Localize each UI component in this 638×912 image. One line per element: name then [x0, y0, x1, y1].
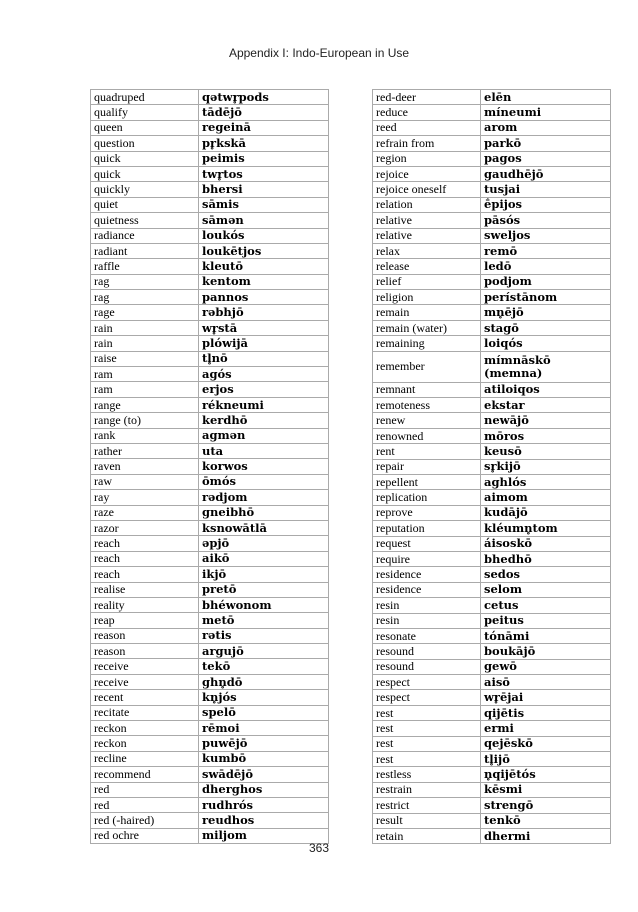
indo-european-term: miljom	[199, 828, 329, 843]
vocab-row	[91, 228, 329, 243]
indo-european-term: boukājō	[481, 644, 611, 659]
vocab-row	[373, 413, 611, 428]
vocab-row	[373, 521, 611, 536]
vocab-row	[373, 320, 611, 335]
english-term: quickly	[91, 182, 199, 197]
indo-european-term: keusō	[481, 444, 611, 459]
indo-european-term: kumbō	[199, 751, 329, 766]
indo-european-term: perístānom	[481, 290, 611, 305]
indo-european-term: sr̥kijō	[481, 459, 611, 474]
english-term: red (-haired)	[91, 813, 199, 828]
vocab-row	[373, 305, 611, 320]
indo-european-term: rékneumi	[199, 397, 329, 412]
vocab-row	[373, 644, 611, 659]
vocab-row	[373, 120, 611, 135]
indo-european-term: kn̥jós	[199, 690, 329, 705]
vocab-row	[373, 459, 611, 474]
indo-european-term: rēmoi	[199, 721, 329, 736]
indo-european-term: ḗpijos	[481, 197, 611, 212]
vocab-row	[373, 551, 611, 566]
vocab-row	[373, 767, 611, 782]
indo-european-term-line: mímnāskō	[484, 352, 551, 367]
vocab-row	[91, 551, 329, 566]
vocab-row	[373, 105, 611, 120]
indo-european-term: puwējō	[199, 736, 329, 751]
vocab-row	[91, 536, 329, 551]
english-term: radiant	[91, 243, 199, 258]
indo-european-term: mōros	[481, 428, 611, 443]
vocab-row	[373, 197, 611, 212]
indo-european-term: strengō	[481, 798, 611, 813]
vocab-row	[91, 197, 329, 212]
indo-european-term: sāmən	[199, 213, 329, 228]
english-term: residence	[373, 582, 481, 597]
vocab-row	[373, 675, 611, 690]
indo-european-term: metō	[199, 613, 329, 628]
english-term: rain	[91, 336, 199, 351]
indo-european-term: arom	[481, 120, 611, 135]
indo-european-term: qijētis	[481, 705, 611, 720]
english-term: replication	[373, 490, 481, 505]
vocab-row	[373, 398, 611, 413]
indo-european-term: loukētjos	[199, 243, 329, 258]
english-term: relation	[373, 197, 481, 212]
vocab-row	[91, 736, 329, 751]
indo-european-term: rudhrós	[199, 797, 329, 812]
english-term: rather	[91, 443, 199, 458]
vocab-row	[373, 290, 611, 305]
english-term: repair	[373, 459, 481, 474]
indo-european-term: bhedhō	[481, 551, 611, 566]
indo-european-term: gneibhō	[199, 505, 329, 520]
vocab-row	[373, 151, 611, 166]
english-term: raven	[91, 459, 199, 474]
indo-european-term: peitus	[481, 613, 611, 628]
indo-european-term: wr̥ējai	[481, 690, 611, 705]
english-term: resin	[373, 613, 481, 628]
indo-european-term: ermi	[481, 721, 611, 736]
english-term: reduce	[373, 105, 481, 120]
vocab-row	[91, 721, 329, 736]
indo-european-term: tenkō	[481, 813, 611, 828]
english-term: rejoice	[373, 166, 481, 181]
indo-european-term: ksnowātlā	[199, 520, 329, 535]
indo-european-term: wr̥stā	[199, 320, 329, 335]
vocab-row	[373, 382, 611, 397]
vocab-row	[373, 243, 611, 258]
english-term: rank	[91, 428, 199, 443]
indo-european-term: bhersi	[199, 182, 329, 197]
vocab-row	[91, 813, 329, 828]
english-term: radiance	[91, 228, 199, 243]
english-term: ray	[91, 490, 199, 505]
vocab-row	[91, 259, 329, 274]
indo-european-term: rədjom	[199, 490, 329, 505]
english-term: result	[373, 813, 481, 828]
indo-european-term: kléumn̥tom	[481, 521, 611, 536]
vocab-row	[91, 182, 329, 197]
indo-european-term: peimis	[199, 151, 329, 166]
vocab-row	[91, 644, 329, 659]
indo-european-term: kerdhō	[199, 413, 329, 428]
vocab-row	[91, 413, 329, 428]
indo-european-term: tusjai	[481, 182, 611, 197]
english-term: rag	[91, 290, 199, 305]
vocab-row	[91, 90, 329, 105]
english-term: repellent	[373, 474, 481, 489]
indo-european-term: tādējō	[199, 105, 329, 120]
vocab-row	[373, 444, 611, 459]
vocab-row	[373, 213, 611, 228]
vocab-row	[373, 90, 611, 105]
english-term: realise	[91, 582, 199, 597]
indo-european-term: sedos	[481, 567, 611, 582]
indo-european-term: mn̥ējō	[481, 305, 611, 320]
indo-european-term: newājō	[481, 413, 611, 428]
indo-european-term: kleutō	[199, 259, 329, 274]
vocab-row	[91, 705, 329, 720]
english-term: reason	[91, 644, 199, 659]
vocab-row	[91, 120, 329, 135]
vocab-row	[373, 490, 611, 505]
vocab-row	[91, 290, 329, 305]
indo-european-term: gaudhējō	[481, 166, 611, 181]
indo-european-term: stagō	[481, 320, 611, 335]
english-term: relative	[373, 213, 481, 228]
english-term: reach	[91, 567, 199, 582]
indo-european-term: n̥qijētós	[481, 767, 611, 782]
vocab-row	[373, 582, 611, 597]
english-term: question	[91, 136, 199, 151]
english-term: rest	[373, 752, 481, 767]
vocab-row	[373, 274, 611, 289]
indo-european-term: bhéwonom	[199, 597, 329, 612]
english-term: residence	[373, 567, 481, 582]
english-term: resin	[373, 598, 481, 613]
english-term: relax	[373, 243, 481, 258]
indo-european-term: pretō	[199, 582, 329, 597]
english-term: remember	[373, 351, 481, 382]
vocab-row	[91, 505, 329, 520]
english-term: reputation	[373, 521, 481, 536]
vocab-row	[91, 751, 329, 766]
english-term: receive	[91, 659, 199, 674]
indo-european-term: pagos	[481, 151, 611, 166]
vocab-row	[91, 367, 329, 382]
indo-european-term: spelō	[199, 705, 329, 720]
indo-european-term: reudhos	[199, 813, 329, 828]
vocab-row	[373, 505, 611, 520]
english-term: restless	[373, 767, 481, 782]
indo-european-term: ledō	[481, 259, 611, 274]
vocab-row	[373, 228, 611, 243]
indo-european-term: ekstar	[481, 398, 611, 413]
english-term: red ochre	[91, 828, 199, 843]
vocab-row	[91, 797, 329, 812]
vocab-row	[91, 690, 329, 705]
indo-european-term: gewō	[481, 659, 611, 674]
vocab-row	[373, 567, 611, 582]
english-term: restrict	[373, 798, 481, 813]
indo-european-term: rəbhjō	[199, 305, 329, 320]
english-term: restrain	[373, 782, 481, 797]
english-term: religion	[373, 290, 481, 305]
indo-european-term: selom	[481, 582, 611, 597]
indo-european-term: aghlós	[481, 474, 611, 489]
indo-european-term: sweljos	[481, 228, 611, 243]
vocab-row	[91, 782, 329, 797]
english-term: reach	[91, 536, 199, 551]
english-term: recitate	[91, 705, 199, 720]
vocabulary-table-right	[372, 89, 611, 844]
vocab-row	[373, 182, 611, 197]
vocab-row	[91, 274, 329, 289]
indo-european-term: dherghos	[199, 782, 329, 797]
vocab-row	[373, 721, 611, 736]
english-term: reap	[91, 613, 199, 628]
vocab-row	[373, 705, 611, 720]
indo-european-term: argujō	[199, 644, 329, 659]
indo-european-term: sāmis	[199, 197, 329, 212]
english-term: remnant	[373, 382, 481, 397]
vocabulary-table-left	[90, 89, 329, 844]
english-term: rejoice oneself	[373, 182, 481, 197]
english-term: red-deer	[373, 90, 481, 105]
vocab-row	[91, 151, 329, 166]
english-term: receive	[91, 674, 199, 689]
indo-european-term: agmən	[199, 428, 329, 443]
vocab-row	[91, 613, 329, 628]
vocab-row	[91, 382, 329, 397]
indo-european-term: twr̥tos	[199, 166, 329, 181]
indo-european-term: uta	[199, 443, 329, 458]
indo-european-term: plówijā	[199, 336, 329, 351]
indo-european-term: swādējō	[199, 767, 329, 782]
indo-european-term	[481, 351, 611, 382]
vocab-row	[373, 628, 611, 643]
running-header: Appendix I: Indo-European in Use	[228, 46, 410, 60]
indo-european-term: tónāmi	[481, 628, 611, 643]
vocab-row	[373, 351, 611, 382]
english-term: rest	[373, 705, 481, 720]
english-term: remain	[373, 305, 481, 320]
indo-european-term: pr̥kskā	[199, 136, 329, 151]
english-term: remain (water)	[373, 320, 481, 335]
english-term: range	[91, 397, 199, 412]
indo-european-term: kentom	[199, 274, 329, 289]
vocab-row	[91, 428, 329, 443]
vocab-row	[91, 474, 329, 489]
vocab-row	[91, 320, 329, 335]
vocab-row	[91, 136, 329, 151]
vocab-row	[373, 736, 611, 751]
vocab-row	[91, 397, 329, 412]
indo-european-term: agós	[199, 367, 329, 382]
indo-european-term: korwos	[199, 459, 329, 474]
english-term: raw	[91, 474, 199, 489]
english-term: ram	[91, 382, 199, 397]
indo-european-term: loukós	[199, 228, 329, 243]
indo-european-term: cetus	[481, 598, 611, 613]
english-term: quietness	[91, 213, 199, 228]
english-term: recommend	[91, 767, 199, 782]
english-term: region	[373, 151, 481, 166]
vocab-row	[373, 690, 611, 705]
english-term: reckon	[91, 721, 199, 736]
vocab-row	[373, 259, 611, 274]
english-term: relief	[373, 274, 481, 289]
vocab-row	[373, 752, 611, 767]
english-term: quick	[91, 151, 199, 166]
vocab-row	[373, 598, 611, 613]
vocab-row	[373, 613, 611, 628]
vocab-row	[91, 520, 329, 535]
english-term: resound	[373, 644, 481, 659]
indo-european-term: ghn̥dō	[199, 674, 329, 689]
indo-european-term: aisō	[481, 675, 611, 690]
english-term: respect	[373, 675, 481, 690]
english-term: queen	[91, 120, 199, 135]
vocab-row	[373, 782, 611, 797]
english-term: range (to)	[91, 413, 199, 428]
vocab-row	[91, 336, 329, 351]
indo-european-term: aikō	[199, 551, 329, 566]
vocab-row	[373, 166, 611, 181]
english-term: request	[373, 536, 481, 551]
vocab-row	[91, 166, 329, 181]
indo-european-term: remō	[481, 243, 611, 258]
indo-european-term: atiloiqos	[481, 382, 611, 397]
english-term: recline	[91, 751, 199, 766]
english-term: reprove	[373, 505, 481, 520]
vocab-row	[91, 567, 329, 582]
vocab-row	[91, 443, 329, 458]
english-term: rain	[91, 320, 199, 335]
english-term: retain	[373, 828, 481, 843]
vocab-row	[91, 213, 329, 228]
english-term: reckon	[91, 736, 199, 751]
vocab-row	[91, 674, 329, 689]
english-term: quadruped	[91, 90, 199, 105]
indo-european-term: áisoskō	[481, 536, 611, 551]
vocab-row	[91, 305, 329, 320]
english-term: razor	[91, 520, 199, 535]
indo-european-term: tekō	[199, 659, 329, 674]
english-term: recent	[91, 690, 199, 705]
vocab-row	[91, 351, 329, 366]
vocab-row	[91, 243, 329, 258]
vocab-row	[373, 536, 611, 551]
english-term: rest	[373, 721, 481, 736]
indo-european-term: qətwr̥pods	[199, 90, 329, 105]
english-term: refrain from	[373, 136, 481, 151]
english-term: quick	[91, 166, 199, 181]
english-term: red	[91, 782, 199, 797]
page-number: 363	[308, 841, 330, 855]
english-term: qualify	[91, 105, 199, 120]
indo-european-term: dhermi	[481, 828, 611, 843]
indo-european-term: qejēskō	[481, 736, 611, 751]
vocab-row	[91, 767, 329, 782]
indo-european-term: pannos	[199, 290, 329, 305]
vocab-row	[91, 597, 329, 612]
indo-european-term: tl̥nō	[199, 351, 329, 366]
indo-european-term: elēn	[481, 90, 611, 105]
english-term: remoteness	[373, 398, 481, 413]
indo-european-term: tl̥ijō	[481, 752, 611, 767]
english-term: rent	[373, 444, 481, 459]
indo-european-term: əpjō	[199, 536, 329, 551]
english-term: reality	[91, 597, 199, 612]
indo-european-term: pāsós	[481, 213, 611, 228]
vocab-row	[373, 659, 611, 674]
english-term: relative	[373, 228, 481, 243]
vocab-row	[91, 659, 329, 674]
vocab-row	[373, 136, 611, 151]
vocab-row	[91, 459, 329, 474]
vocab-row	[373, 798, 611, 813]
indo-european-term: regeinā	[199, 120, 329, 135]
vocab-row	[91, 582, 329, 597]
english-term: rage	[91, 305, 199, 320]
english-term: renowned	[373, 428, 481, 443]
vocab-row	[91, 105, 329, 120]
english-term: require	[373, 551, 481, 566]
english-term: renew	[373, 413, 481, 428]
english-term: remaining	[373, 336, 481, 351]
indo-european-term-alt: (memna)	[484, 365, 543, 380]
indo-european-term: loiqós	[481, 336, 611, 351]
english-term: raise	[91, 351, 199, 366]
english-term: ram	[91, 367, 199, 382]
indo-european-term: aimom	[481, 490, 611, 505]
english-term: raze	[91, 505, 199, 520]
english-term: release	[373, 259, 481, 274]
english-term: rag	[91, 274, 199, 289]
english-term: reach	[91, 551, 199, 566]
vocab-row	[373, 474, 611, 489]
english-term: respect	[373, 690, 481, 705]
english-term: red	[91, 797, 199, 812]
indo-european-term: míneumi	[481, 105, 611, 120]
english-term: rest	[373, 736, 481, 751]
indo-european-term: ōmós	[199, 474, 329, 489]
english-term: resound	[373, 659, 481, 674]
vocab-row	[373, 336, 611, 351]
indo-european-term: parkō	[481, 136, 611, 151]
vocab-row	[91, 628, 329, 643]
indo-european-term: rətis	[199, 628, 329, 643]
indo-european-term: kudājō	[481, 505, 611, 520]
english-term: resonate	[373, 628, 481, 643]
vocab-row	[91, 490, 329, 505]
english-term: raffle	[91, 259, 199, 274]
english-term: quiet	[91, 197, 199, 212]
indo-european-term: podjom	[481, 274, 611, 289]
indo-european-term: ikjō	[199, 567, 329, 582]
vocab-row	[373, 428, 611, 443]
indo-european-term: kēsmi	[481, 782, 611, 797]
vocab-row	[373, 813, 611, 828]
english-term: reed	[373, 120, 481, 135]
english-term: reason	[91, 628, 199, 643]
indo-european-term: erjos	[199, 382, 329, 397]
